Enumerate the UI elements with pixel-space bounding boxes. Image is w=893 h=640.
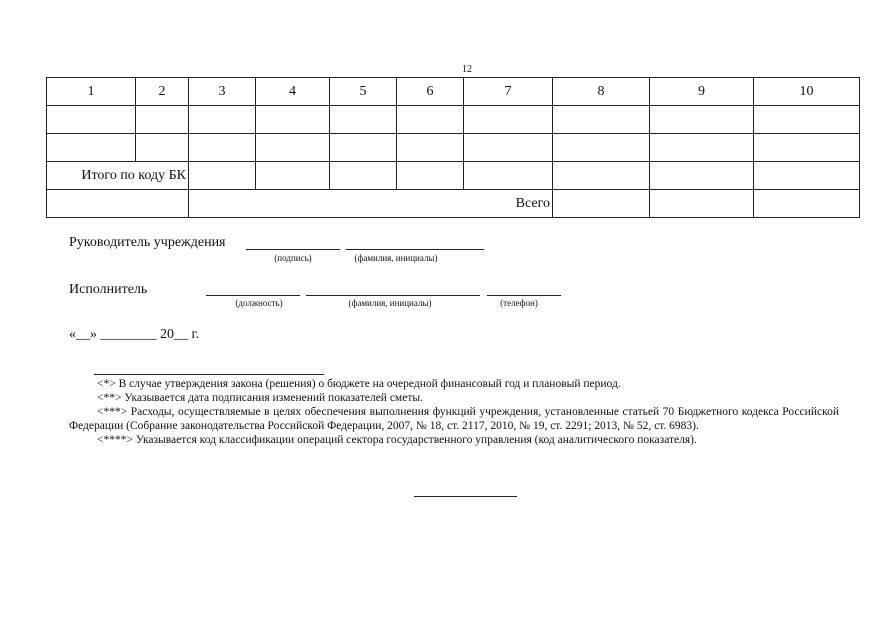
table-cell: [553, 190, 650, 218]
table-cell: [397, 162, 464, 190]
header-cell: 2: [136, 78, 189, 106]
table-cell: [256, 162, 330, 190]
table-cell: [397, 106, 464, 134]
grand-total-label: Всего: [189, 190, 553, 218]
footnotes: [69, 377, 839, 447]
footnote-1: <*> В случае утверждения закона (решения) о бюджете на очередной финансовый год и плановый период.: [97, 378, 621, 390]
footnote-3: <***> Расходы, осуществляемые в целях обеспечения выполнения функций учреждения, установленные статьей 70 Бюджетного кодекса Российской Федерации (Собрание законодательства Российской Федерации, 2007, № 18, ст. 2117, 2010, № 19, ст. 2291; 2013, № 52, ст. 6983).: [69, 406, 839, 432]
table-cell: [650, 162, 754, 190]
executor-name-hint: (фамилия, инициалы): [348, 298, 432, 308]
page-number: 12: [462, 64, 472, 75]
end-separator: [414, 496, 517, 497]
date-line: «__» ________ 20__ г.: [69, 327, 200, 342]
table-cell: [189, 162, 256, 190]
table-cell: [650, 190, 754, 218]
table-header-row: [47, 78, 860, 106]
table-cell: [650, 134, 754, 162]
table-cell: [464, 162, 553, 190]
table-cell: [754, 106, 860, 134]
header-cell: 6: [397, 78, 464, 106]
header-cell: 9: [650, 78, 754, 106]
table-cell: [330, 162, 397, 190]
table-cell: [47, 134, 136, 162]
table-cell: [136, 106, 189, 134]
table-cell: [650, 106, 754, 134]
table-cell: [136, 134, 189, 162]
position-line: [206, 295, 300, 296]
signature-line: [246, 249, 340, 250]
position-hint: (должность): [235, 298, 283, 308]
table-cell: [754, 190, 860, 218]
grand-total-row: [47, 190, 860, 218]
footnote-separator: [94, 374, 324, 375]
header-cell: 5: [330, 78, 397, 106]
phone-hint: (телефон): [500, 298, 538, 308]
table-cell: [754, 162, 860, 190]
table-cell: [754, 134, 860, 162]
table-cell: [189, 134, 256, 162]
name-hint: (фамилия, инициалы): [354, 253, 438, 263]
total-by-bk-label: Итого по коду БК: [47, 162, 189, 190]
table-cell: [189, 106, 256, 134]
header-cell: 10: [754, 78, 860, 106]
header-cell: 1: [47, 78, 136, 106]
footnote-2: <**> Указывается дата подписания изменений показателей сметы.: [97, 392, 423, 404]
table-cell: [397, 134, 464, 162]
table-cell: [330, 134, 397, 162]
header-cell: 4: [256, 78, 330, 106]
executor-label: Исполнитель: [69, 282, 148, 297]
table-cell: [464, 134, 553, 162]
footnote-4: <****> Указывается код классификации операций сектора государственного управления (код аналитического показателя).: [97, 434, 697, 446]
table-cell: [553, 134, 650, 162]
name-line: [346, 249, 484, 250]
header-cell: 7: [464, 78, 553, 106]
table-row: [47, 134, 860, 162]
table-cell: [553, 162, 650, 190]
header-cell: 8: [553, 78, 650, 106]
head-of-institution-label: Руководитель учреждения: [69, 235, 226, 250]
total-row: [47, 162, 860, 190]
executor-name-line: [306, 295, 480, 296]
phone-line: [487, 295, 561, 296]
table-cell: [256, 106, 330, 134]
header-cell: 3: [189, 78, 256, 106]
table-cell: [256, 134, 330, 162]
table-cell: [553, 106, 650, 134]
table-cell: [47, 190, 189, 218]
table-cell: [47, 106, 136, 134]
budget-table: [46, 77, 860, 218]
table-cell: [464, 106, 553, 134]
signature-hint: (подпись): [274, 253, 312, 263]
table-row: [47, 106, 860, 134]
table-cell: [330, 106, 397, 134]
